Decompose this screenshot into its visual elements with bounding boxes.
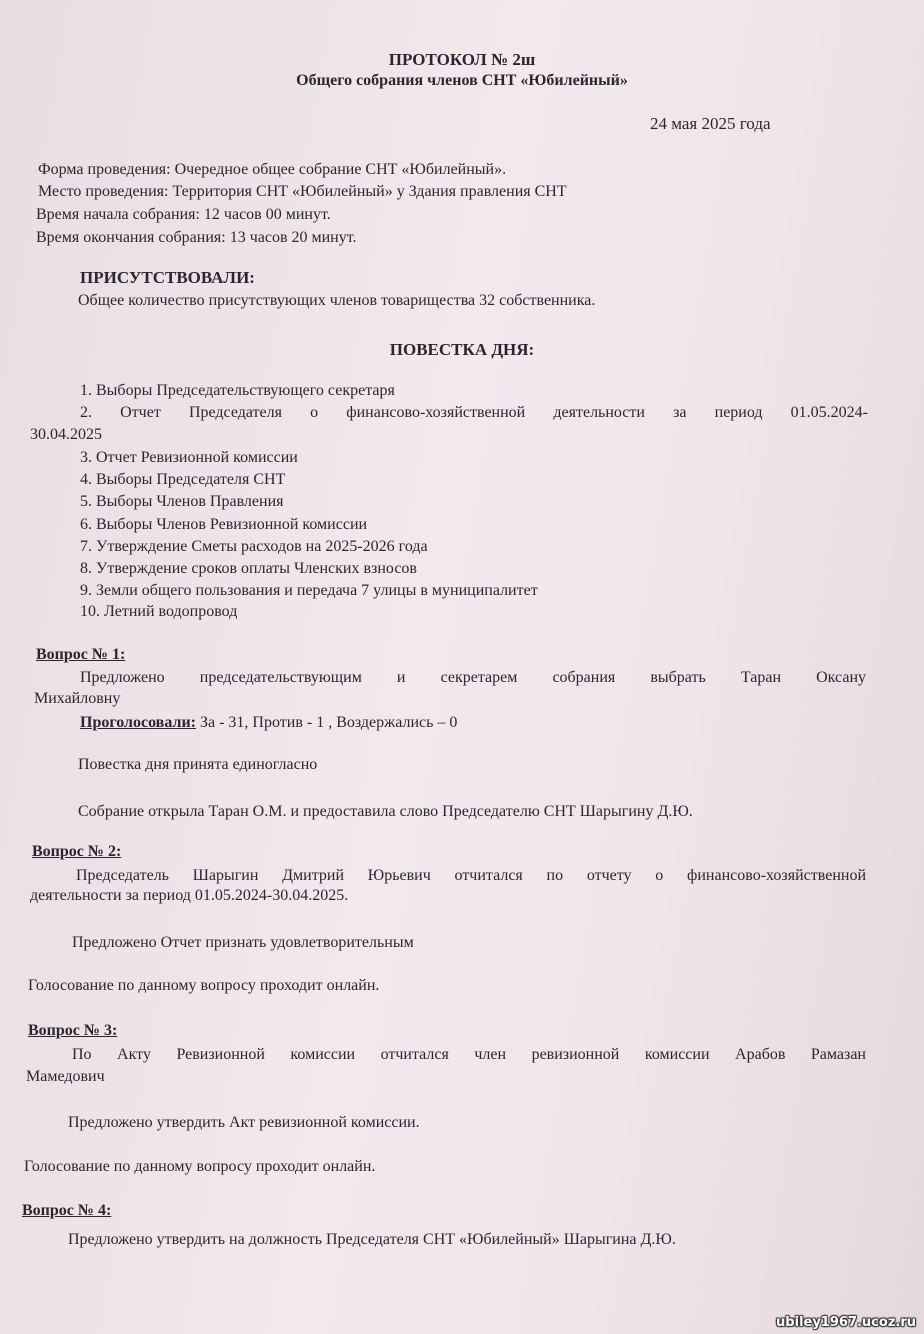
- question-2-proposal: Предложено Отчет признать удовлетворительным: [72, 934, 414, 951]
- meeting-form: Форма проведения: Очередное общее собрание СНТ «Юбилейный».: [38, 161, 507, 178]
- question-2-text: Председатель Шарыгин Дмитрий Юрьевич отчитался по отчету о финансово-хозяйственной: [76, 867, 866, 884]
- agenda-item: 9. Земли общего пользования и передача 7 улицы в муниципалитет: [80, 582, 538, 599]
- question-3-heading: Вопрос № 3:: [28, 1022, 118, 1039]
- document-subtitle: Общего собрания членов СНТ «Юбилейный»: [296, 72, 628, 89]
- question-2-online: Голосование по данному вопросу проходит онлайн.: [28, 977, 380, 994]
- vote-result: За - 31, Против - 1 , Воздержались – 0: [195, 714, 458, 731]
- question-1-text-continued: Михайловну: [34, 690, 121, 707]
- agenda-item: 5. Выборы Членов Правления: [80, 493, 284, 510]
- meeting-place: Место проведения: Территория СНТ «Юбилейный» у Здания правления СНТ: [38, 183, 567, 200]
- agenda-heading: ПОВЕСТКА ДНЯ:: [389, 340, 535, 359]
- question-3-text-continued: Мамедович: [26, 1068, 105, 1085]
- agenda-item: 6. Выборы Членов Ревизионной комиссии: [80, 516, 368, 533]
- question-4-heading: Вопрос № 4:: [22, 1202, 112, 1219]
- agenda-accepted: Повестка дня принята единогласно: [78, 756, 318, 773]
- present-text: Общее количество присутствующих членов товарищества 32 собственника.: [78, 292, 596, 309]
- question-1-vote: [80, 713, 457, 733]
- question-3-text: По Акту Ревизионной комиссии отчитался член ревизионной комиссии Арабов Рамазан: [72, 1046, 866, 1063]
- question-3-proposal: Предложено утвердить Акт ревизионной комиссии.: [68, 1114, 420, 1131]
- document-date: 24 мая 2025 года: [650, 114, 771, 133]
- meeting-start: Время начала собрания: 12 часов 00 минут.: [36, 206, 331, 223]
- agenda-item: 1. Выборы Председательствующего секретаря: [80, 382, 395, 399]
- present-heading: ПРИСУТСТВОВАЛИ:: [80, 268, 255, 287]
- document-title: ПРОТОКОЛ № 2ш: [388, 50, 536, 69]
- question-2-heading: Вопрос № 2:: [32, 843, 122, 860]
- question-4-text: Предложено утвердить на должность Председателя СНТ «Юбилейный» Шарыгина Д.Ю.: [68, 1231, 676, 1248]
- meeting-opened: Собрание открыла Таран О.М. и предоставила слово Председателю СНТ Шарыгину Д.Ю.: [78, 803, 693, 820]
- vote-label: Проголосовали:: [80, 714, 196, 731]
- agenda-item: 2. Отчет Председателя о финансово-хозяйственной деятельности за период 01.05.2024-: [80, 404, 868, 421]
- agenda-item: 10. Летний водопровод: [80, 603, 238, 620]
- agenda-item: 4. Выборы Председателя СНТ: [80, 471, 286, 488]
- meeting-end: Время окончания собрания: 13 часов 20 минут.: [36, 229, 357, 246]
- agenda-item: 8. Утверждение сроков оплаты Членских взносов: [80, 560, 417, 577]
- question-1-text: Предложено председательствующим и секретарем собрания выбрать Таран Оксану: [80, 669, 866, 686]
- agenda-item: 7. Утверждение Сметы расходов на 2025-2026 года: [80, 538, 428, 555]
- agenda-item: 3. Отчет Ревизионной комиссии: [80, 449, 298, 466]
- agenda-item-continued: 30.04.2025: [30, 426, 102, 443]
- question-3-online: Голосование по данному вопросу проходит онлайн.: [24, 1158, 376, 1175]
- question-1-heading: Вопрос № 1:: [36, 646, 126, 663]
- question-2-text-continued: деятельности за период 01.05.2024-30.04.2025.: [30, 887, 349, 904]
- site-watermark: ubiley1967.ucoz.ru: [776, 1315, 916, 1330]
